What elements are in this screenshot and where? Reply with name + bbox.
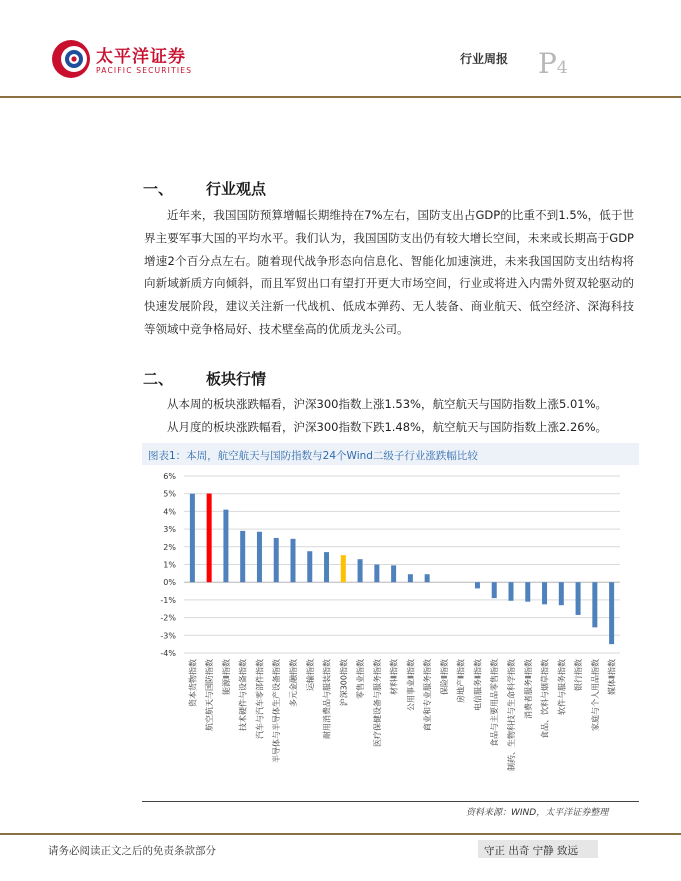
y-tick-label: -1% xyxy=(160,595,176,605)
bar xyxy=(475,582,480,588)
chart-title: 图表1：本周，航空航天与国防指数与24个Wind二级子行业涨跌幅比较 xyxy=(148,450,478,462)
bar xyxy=(609,582,614,644)
x-tick-label: 商业和专业服务指数 xyxy=(423,659,433,731)
x-tick-label: 家庭与个人用品指数 xyxy=(590,659,600,731)
y-tick-label: 3% xyxy=(163,525,176,535)
x-tick-label: 制药、生物科技与生命科学指数 xyxy=(507,659,516,771)
x-tick-label: 房地产Ⅱ指数 xyxy=(456,659,466,703)
section1-paragraph-text: 近年来，我国国防预算增幅长期维持在7%左右，国防支出占GDP的比重不到1.5%，低于世界主要军事大国的平均水平。我们认为，我国国防支出仍有较大增长空间，未来或长期高于GDP增速2个百分点左右。随着现代战争形态向信息化、智能化加速演进，未来我国国防支出结构将向新域新质方向倾斜，而且军贸出口有望打开更大市场空间，行业或将进入内需外贸双轮驱动的快速发展阶段，建议关注新一代战机、低成本弹药、无人装备、商业航天、低空经济、深海科技等领域中竞争格局好、技术壁垒高的优质龙头公司。 xyxy=(144,208,634,336)
bar xyxy=(190,494,195,583)
report-type: 行业周报 xyxy=(460,52,509,66)
x-tick-label: 资本货物指数 xyxy=(188,659,198,707)
x-tick-label: 多元金融指数 xyxy=(289,659,298,707)
section1-title: 行业观点 xyxy=(206,180,267,198)
x-tick-label: 电信服务Ⅱ指数 xyxy=(473,659,483,711)
y-tick-label: -2% xyxy=(160,613,176,623)
x-tick-label: 技术硬件与设备指数 xyxy=(238,659,248,731)
chart-source: 资料来源：WIND，太平洋证券整理 xyxy=(466,808,609,818)
bar xyxy=(240,531,245,582)
bar xyxy=(341,555,346,582)
bar xyxy=(391,565,396,582)
x-tick-label: 零售业指数 xyxy=(356,659,366,699)
x-tick-label: 医疗保健设备与服务指数 xyxy=(372,659,382,747)
header-divider xyxy=(0,96,681,98)
y-tick-label: 1% xyxy=(163,560,176,570)
footer-disclaimer: 请务必阅读正文之后的免责条款部分 xyxy=(48,845,216,857)
bar-chart xyxy=(142,466,639,801)
chart-bottom-rule xyxy=(142,801,639,802)
bar xyxy=(223,510,228,583)
y-tick-label: -3% xyxy=(160,631,176,641)
x-tick-label: 汽车与汽车零部件指数 xyxy=(255,659,265,739)
x-tick-label: 软件与服务指数 xyxy=(557,659,567,715)
y-tick-label: 5% xyxy=(163,489,176,499)
x-tick-label: 材料Ⅱ指数 xyxy=(389,659,399,695)
bar xyxy=(592,582,597,627)
section2-line1: 从本周的板块涨跌幅看，沪深300指数上涨1.53%，航空航天与国防指数上涨5.01%。 xyxy=(167,397,608,411)
x-tick-label: 保险Ⅱ指数 xyxy=(439,659,449,695)
page-number-value: 4 xyxy=(556,58,568,78)
y-tick-label: 2% xyxy=(163,542,176,552)
x-tick-label: 食品、饮料与烟草指数 xyxy=(540,659,550,739)
bar xyxy=(307,551,312,582)
page-number xyxy=(538,47,568,82)
bar xyxy=(324,552,329,582)
bar xyxy=(542,582,547,604)
x-tick-label: 媒体Ⅱ指数 xyxy=(607,659,617,695)
y-tick-label: 4% xyxy=(163,507,176,517)
bar xyxy=(492,582,497,598)
bar xyxy=(559,582,564,605)
x-tick-label: 消费者服务Ⅱ指数 xyxy=(523,659,533,719)
bar xyxy=(257,532,262,582)
x-tick-label: 运输指数 xyxy=(305,659,315,691)
x-tick-label: 食品与主要用品零售指数 xyxy=(490,659,500,747)
bar xyxy=(509,582,514,601)
section2-line2: 从月度的板块涨跌幅看，沪深300指数下跌1.48%，航空航天与国防指数上涨2.26%。 xyxy=(167,420,608,434)
section2-number: 二、 xyxy=(143,370,174,388)
section1-number: 一、 xyxy=(143,180,174,198)
x-tick-label: 耐用消费品与服装指数 xyxy=(322,659,332,739)
footer-divider xyxy=(0,833,681,835)
company-logo-icon xyxy=(50,38,92,80)
company-name-cn: 太平洋证券 xyxy=(96,47,186,67)
bar xyxy=(207,494,212,583)
x-tick-label: 公用事业Ⅱ指数 xyxy=(406,659,416,711)
bar xyxy=(525,582,530,601)
y-tick-label: 0% xyxy=(163,578,176,588)
x-tick-label: 沪深300指数 xyxy=(339,659,349,707)
footer-motto: 守正 出奇 宁静 致远 xyxy=(484,845,579,857)
x-tick-label: 半导体与半导体生产设备指数 xyxy=(272,659,282,763)
x-tick-label: 银行指数 xyxy=(574,659,584,691)
bar xyxy=(425,574,430,582)
bar xyxy=(374,565,379,583)
bar xyxy=(408,574,413,582)
bar xyxy=(274,538,279,582)
y-tick-label: 6% xyxy=(163,472,176,481)
section1-paragraph xyxy=(144,204,634,341)
section2-title: 板块行情 xyxy=(206,370,267,388)
page-prefix: P xyxy=(538,47,557,80)
x-tick-label: 能源Ⅱ指数 xyxy=(221,659,231,695)
y-tick-label: -4% xyxy=(160,649,176,658)
bar xyxy=(358,559,363,582)
x-tick-label: 航空航天与国防指数 xyxy=(205,659,215,731)
bar xyxy=(576,582,581,615)
bar xyxy=(291,539,296,582)
company-name-en: PACIFIC SECURITIES xyxy=(96,66,193,75)
